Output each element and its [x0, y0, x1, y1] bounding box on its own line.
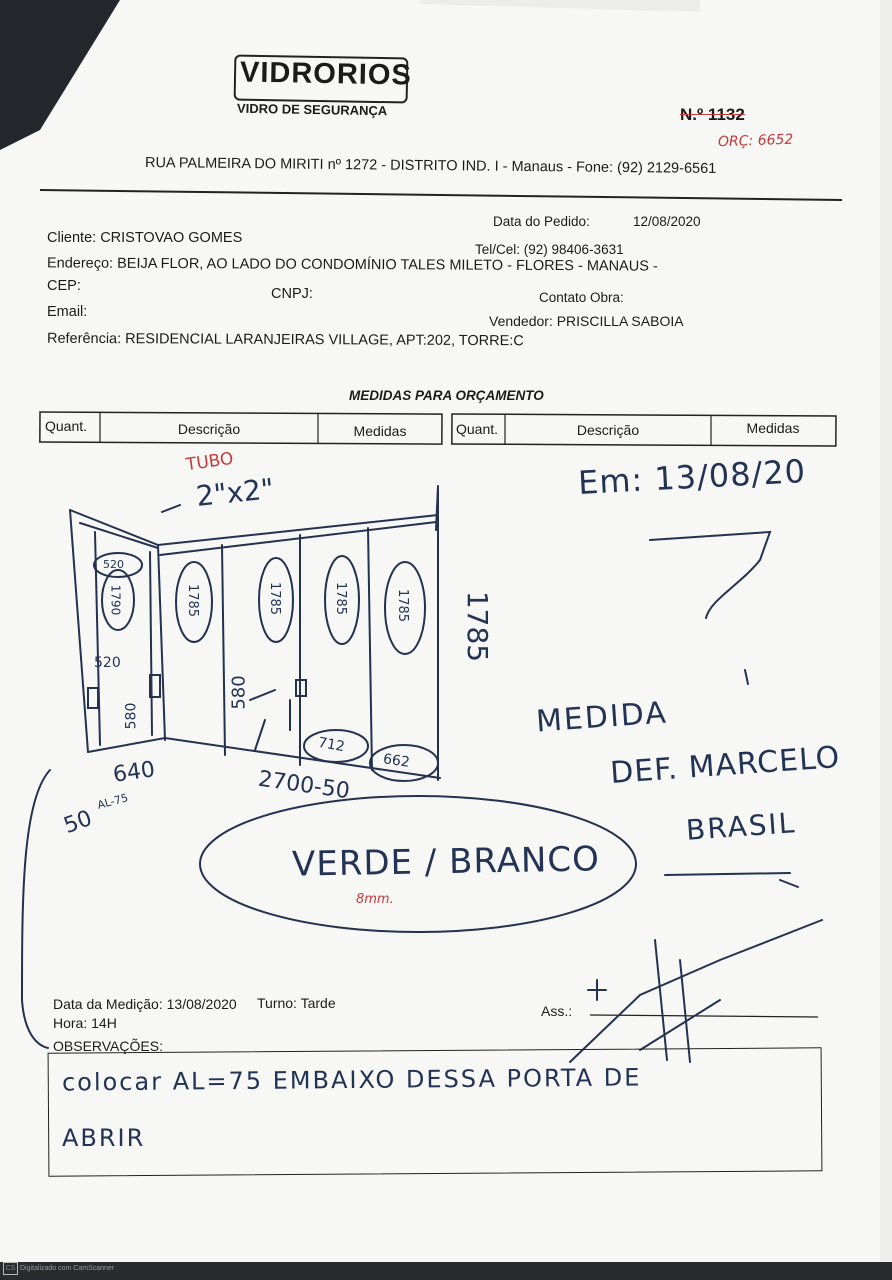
panel-width-left: 520	[103, 558, 124, 571]
client-phone: Tel/Cel: (92) 98406-3631	[475, 242, 624, 257]
time: Hora: 14H	[53, 1015, 117, 1031]
panel-height-left: 1790	[108, 584, 123, 616]
cnpj-label: CNPJ:	[271, 286, 313, 302]
order-date-label: Data do Pedido:	[493, 214, 590, 229]
company-logo: VIDRORIOS	[239, 56, 413, 92]
bottom-label-712: 712	[316, 734, 346, 756]
salesperson: Vendedor: PRISCILLA SABOIA	[489, 313, 684, 329]
header-descricao-2: Descrição	[576, 422, 640, 438]
tube-size: 2"x2"	[194, 472, 276, 513]
medida-note-3: BRASIL	[684, 806, 798, 847]
side-label-580-a: 580	[123, 702, 140, 730]
table-title: MEDIDAS PARA ORÇAMENTO	[349, 388, 544, 403]
email-label: Email:	[47, 304, 88, 320]
side-label-520: 520	[94, 655, 121, 671]
medida-note-2: DEF. MARCELO	[609, 740, 842, 791]
thickness-note: 8mm.	[356, 892, 394, 907]
measure-date-note: Em: 13/08/20	[577, 452, 807, 502]
header-medidas-2: Medidas	[746, 420, 800, 436]
scanner-watermark: Digitalizado com CamScanner	[20, 1265, 115, 1272]
order-date: 12/08/2020	[633, 214, 701, 229]
company-address: RUA PALMEIRA DO MIRITI nº 1272 - DISTRITO IND. I - Manaus - Fone: (92) 2129-6561	[144, 155, 717, 177]
panel-height-3: 1785	[333, 581, 349, 616]
bottom-label-2700: 2700-50	[256, 766, 352, 805]
company-tagline: VIDRO DE SEGURANÇA	[236, 100, 388, 119]
panel-height-2: 1785	[267, 581, 283, 616]
cep-label: CEP:	[47, 278, 81, 294]
bottom-label-662: 662	[382, 751, 411, 771]
header-descricao: Descrição	[177, 421, 241, 437]
order-number: N.º 1132	[680, 105, 745, 124]
header-medidas: Medidas	[353, 423, 407, 439]
color-note: VERDE / BRANCO	[291, 839, 601, 885]
signature-label: Ass.:	[541, 1003, 573, 1019]
medida-note-1: MEDIDA	[534, 695, 669, 740]
observations-label: OBSERVAÇÕES:	[53, 1038, 163, 1054]
header-quant: Quant.	[45, 418, 88, 434]
camscanner-icon: CS	[3, 1262, 18, 1275]
site-contact-label: Contato Obra:	[539, 290, 624, 305]
reference: Referência: RESIDENCIAL LARANJEIRAS VILLAGE, APT:202, TORRE:C	[46, 330, 524, 350]
observation-line-2: ABRIR	[62, 1124, 146, 1152]
measurement-date: Data da Medição: 13/08/2020	[53, 996, 237, 1012]
tube-label: TUBO	[184, 448, 235, 476]
observation-line-1: colocar AL=75 EMBAIXO DESSA PORTA DE	[61, 1063, 642, 1097]
client-name: Cliente: CRISTOVAO GOMES	[47, 230, 243, 246]
bottom-label-al75: AL-75	[95, 791, 130, 812]
shift: Turno: Tarde	[257, 995, 336, 1011]
client-address: Endereço: BEIJA FLOR, AO LADO DO CONDOMÍNIO TALES MILETO - FLORES - MANAUS -	[46, 255, 658, 275]
budget-number-note: ORÇ: 6652	[717, 131, 794, 151]
header-quant-2: Quant.	[456, 421, 499, 437]
total-height: 1785	[461, 590, 495, 663]
bottom-label-640: 640	[111, 757, 157, 788]
panel-height-4: 1785	[395, 588, 411, 623]
bottom-label-50: 50	[60, 805, 96, 840]
panel-height-1: 1785	[185, 583, 201, 618]
side-label-580-b: 580	[228, 675, 250, 710]
